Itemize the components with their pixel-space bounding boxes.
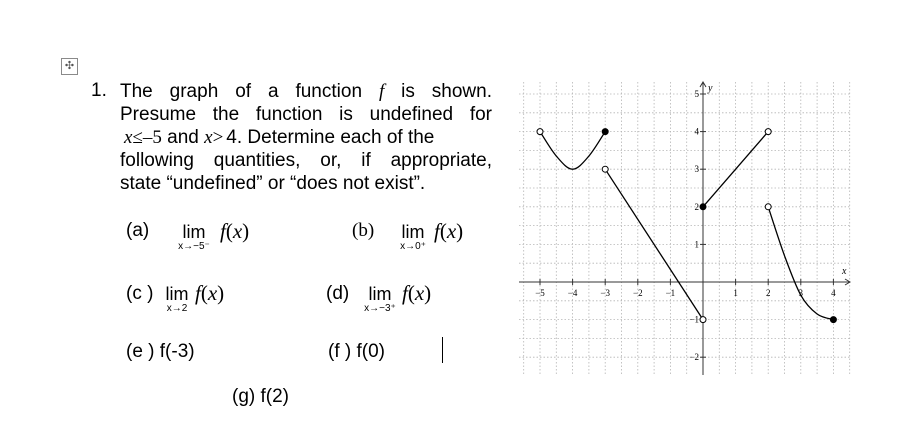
question-line-2: Presume the function is undefined for — [120, 104, 492, 125]
y-tick-label: 3 — [694, 164, 699, 175]
open-endpoint — [602, 166, 608, 172]
function-graph — [515, 80, 860, 385]
y-axis-label: y — [708, 83, 713, 94]
x-tick-label: −1 — [665, 288, 676, 298]
part-a-label: (a) — [126, 220, 150, 241]
open-endpoint — [537, 129, 543, 135]
x-tick-label: −4 — [567, 288, 578, 298]
question-line-5: state “undefined” or “does not exist”. — [120, 173, 426, 194]
x-tick-label: −2 — [633, 288, 643, 298]
open-endpoint — [700, 317, 706, 323]
closed-endpoint — [602, 129, 608, 135]
part-a-limit: lim x→−5⁻ — [178, 222, 210, 252]
table-move-handle[interactable] — [61, 58, 78, 75]
open-endpoint — [765, 204, 771, 210]
part-d-limit: lim x→−3⁺ — [364, 284, 396, 314]
part-d-expression: f(x) — [402, 281, 432, 305]
y-tick-label: 4 — [694, 126, 699, 137]
question-line-3: x≤–5 and x> 4. Determine each of the — [124, 127, 435, 148]
x-tick-label: −5 — [535, 288, 545, 298]
closed-endpoint — [830, 317, 836, 323]
x-tick-label: −3 — [600, 288, 610, 298]
question-line-1: The graph of a function f is shown. — [120, 81, 492, 102]
x-tick-label: 2 — [765, 288, 771, 298]
part-b-expression: f(x) — [434, 219, 464, 243]
axes — [519, 82, 850, 375]
part-a-expression: f(x) — [220, 219, 250, 243]
part-c-expression: f(x) — [195, 281, 225, 305]
closed-endpoint — [700, 204, 706, 210]
part-e: (e ) f(-3) — [126, 341, 195, 362]
y-tick-label: 1 — [694, 239, 699, 250]
tick-labels — [535, 83, 847, 362]
x-tick-label: 1 — [733, 288, 738, 298]
part-b-limit: lim x→0⁺ — [400, 222, 426, 252]
question-line-4: following quantities, or, if appropriate, — [120, 150, 492, 171]
grid — [519, 82, 850, 375]
text-cursor — [442, 337, 443, 363]
x-tick-label: 4 — [831, 288, 836, 298]
part-b-label: (b) — [352, 220, 375, 241]
part-d-label: (d) — [326, 283, 350, 304]
part-c-limit: lim x→2 — [165, 284, 189, 314]
x-axis-label: x — [842, 266, 847, 277]
y-tick-label: 5 — [694, 89, 699, 99]
part-f: (f ) f(0) — [328, 341, 385, 362]
y-tick-label: −2 — [689, 352, 699, 363]
open-endpoint — [765, 129, 771, 135]
y-tick-label: −1 — [689, 314, 699, 325]
part-c-label: (c ) — [126, 283, 154, 304]
move-handle-icon: ✣ — [64, 60, 75, 72]
y-tick-label: 2 — [694, 201, 699, 212]
part-g: (g) f(2) — [232, 386, 289, 407]
question-number: 1. — [91, 80, 107, 101]
x-tick-label: 3 — [798, 288, 804, 298]
